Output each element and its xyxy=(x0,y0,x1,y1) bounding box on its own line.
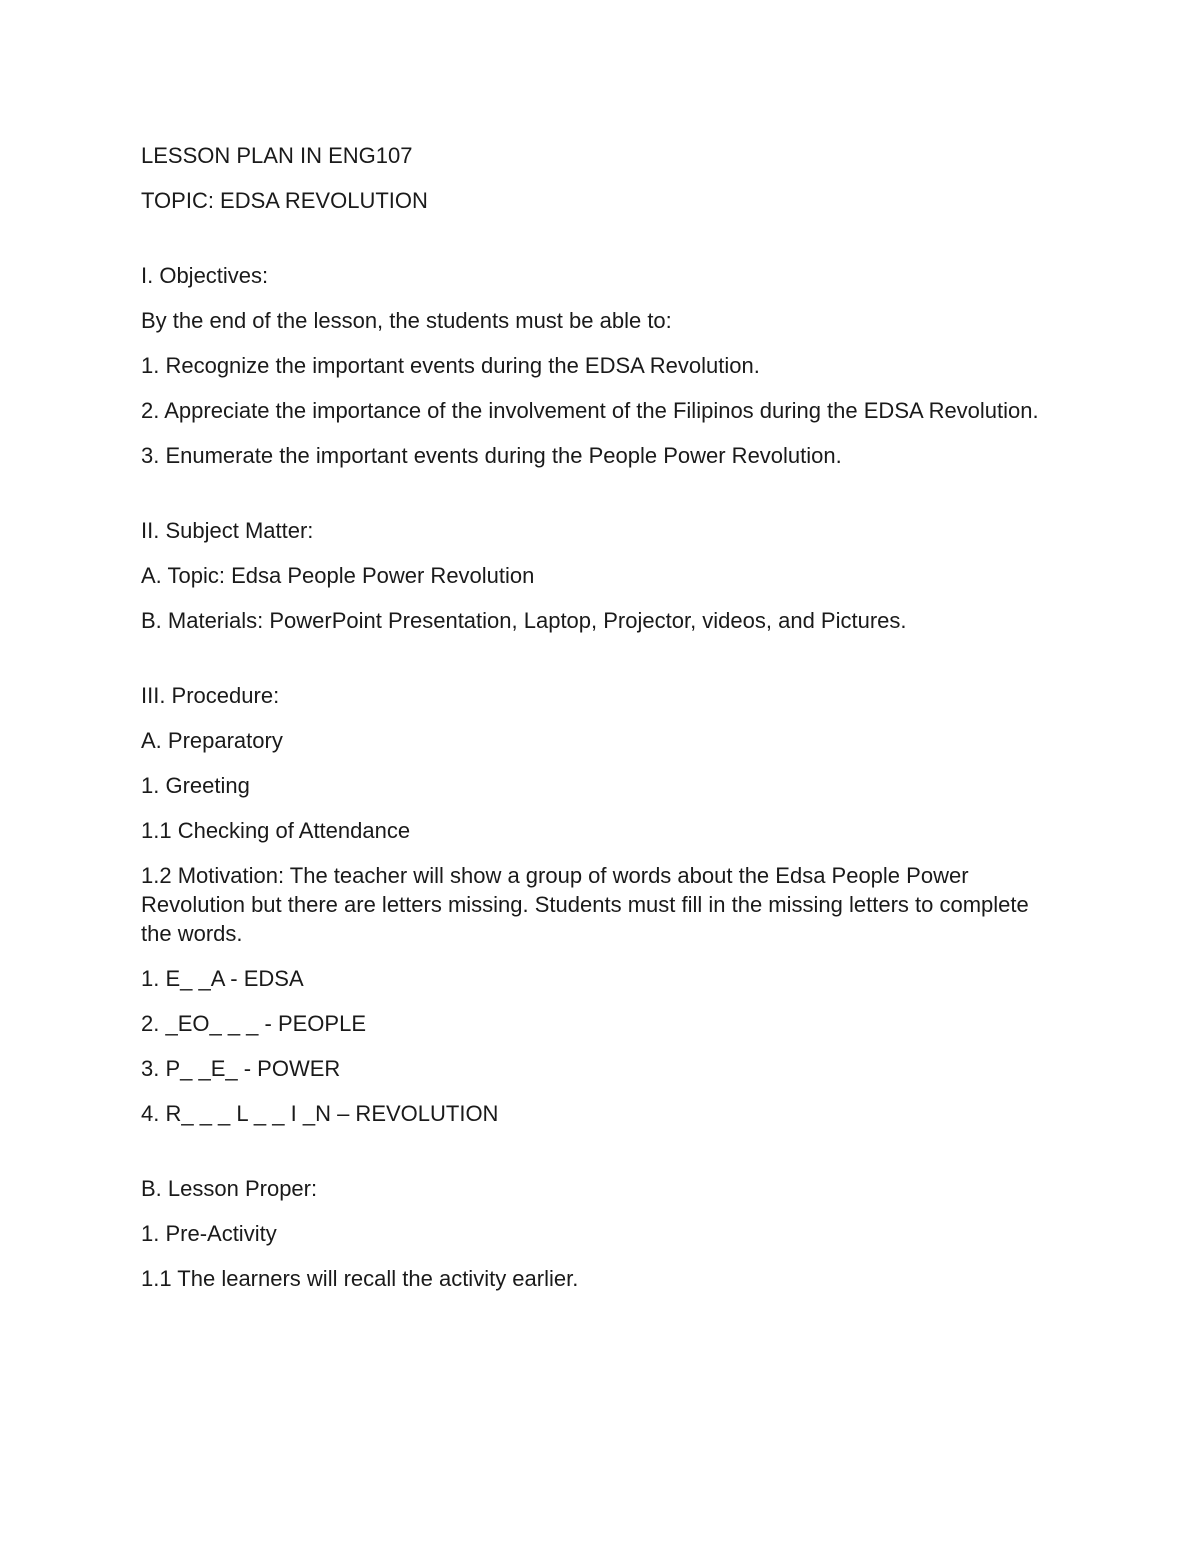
missing-letter-word: 1. E_ _A - EDSA xyxy=(141,966,304,991)
lesson-proper-heading: B. Lesson Proper: xyxy=(141,1176,318,1201)
preparatory-item: 1.1 Checking of Attendance xyxy=(141,818,411,843)
objectives-heading: I. Objectives: xyxy=(141,263,269,288)
missing-letter-word: 3. P_ _E_ - POWER xyxy=(141,1056,341,1081)
subject-matter-heading: II. Subject Matter: xyxy=(141,518,314,543)
objective-item: 1. Recognize the important events during the EDSA Revolution. xyxy=(141,353,760,378)
preparatory-item: 1.2 Motivation: The teacher will show a group of words about the Edsa People Power Revolution but there are letters missing. Students must fill in the missing letters to complete the words. xyxy=(141,863,1029,946)
section-spacer xyxy=(141,486,1041,516)
document-body xyxy=(141,141,1041,1309)
missing-letter-word: 2. _EO_ _ _ - PEOPLE xyxy=(141,1011,367,1036)
section-spacer xyxy=(141,231,1041,261)
subject-matter-item: A. Topic: Edsa People Power Revolution xyxy=(141,563,535,588)
objective-item: 2. Appreciate the importance of the involvement of the Filipinos during the EDSA Revolution. xyxy=(141,398,1039,423)
section-spacer xyxy=(141,651,1041,681)
lesson-proper-item: 1. Pre-Activity xyxy=(141,1221,277,1246)
objective-item: 3. Enumerate the important events during the People Power Revolution. xyxy=(141,443,842,468)
document-topic: TOPIC: EDSA REVOLUTION xyxy=(141,188,428,213)
lesson-proper-item: 1.1 The learners will recall the activity earlier. xyxy=(141,1266,579,1291)
subject-matter-item: B. Materials: PowerPoint Presentation, Laptop, Projector, videos, and Pictures. xyxy=(141,608,907,633)
section-spacer xyxy=(141,1144,1041,1174)
procedure-heading: III. Procedure: xyxy=(141,683,280,708)
preparatory-heading: A. Preparatory xyxy=(141,728,283,753)
preparatory-item: 1. Greeting xyxy=(141,773,250,798)
missing-letter-word: 4. R_ _ _ L _ _ I _N – REVOLUTION xyxy=(141,1101,499,1126)
objectives-intro: By the end of the lesson, the students must be able to: xyxy=(141,308,672,333)
document-title: LESSON PLAN IN ENG107 xyxy=(141,143,413,168)
